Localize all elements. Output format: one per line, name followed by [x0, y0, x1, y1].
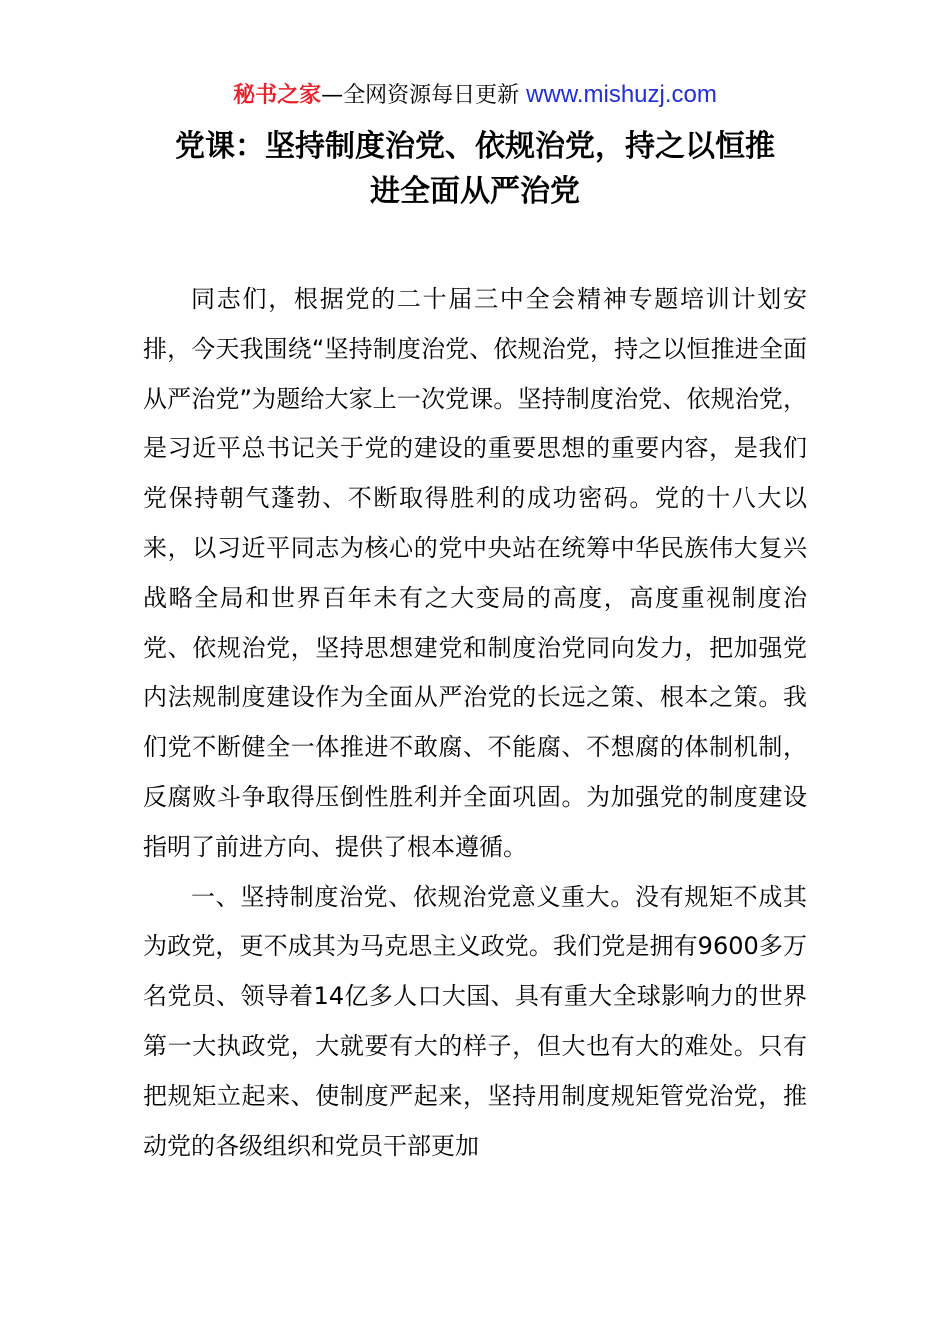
title-line-2: 进全面从严治党	[370, 174, 580, 209]
site-url-link[interactable]: www.mishuzj.com	[526, 81, 717, 108]
paragraph-section-one: 一、坚持制度治党、依规治党意义重大。没有规矩不成其为政党，更不成其为马克思主义政党。我们党是拥有9600多万名党员、领导着14亿多人口大国、具有重大全球影响力的世界第一大执政党，大就要有大的样子，但大也有大的难处。只有把规矩立起来、使制度严起来，坚持用制度规矩管党治党，推动党的各级组织和党员干部更加	[143, 882, 807, 1160]
site-header	[0, 80, 950, 111]
document-title	[120, 124, 830, 214]
brand-name: 秘书之家	[233, 83, 322, 108]
document-body	[143, 275, 807, 1171]
title-line-1: 党课：坚持制度治党、依规治党，持之以恒推	[175, 129, 775, 164]
header-tagline: —全网资源每日更新	[321, 83, 527, 108]
paragraph-intro: 同志们，根据党的二十届三中全会精神专题培训计划安排，今天我围绕“坚持制度治党、依规治党，持之以恒推进全面从严治党”为题给大家上一次党课。坚持制度治党、依规治党，是习近平总书记关于党的建设的重要思想的重要内容，是我们党保持朝气蓬勃、不断取得胜利的成功密码。党的十八大以来，以习近平同志为核心的党中央站在统筹中华民族伟大复兴战略全局和世界百年未有之大变局的高度，高度重视制度治党、依规治党，坚持思想建党和制度治党同向发力，把加强党内法规制度建设作为全面从严治党的长远之策、根本之策。我们党不断健全一体推进不敢腐、不能腐、不想腐的体制机制，反腐败斗争取得压倒性胜利并全面巩固。为加强党的制度建设指明了前进方向、提供了根本遵循。	[143, 285, 807, 861]
